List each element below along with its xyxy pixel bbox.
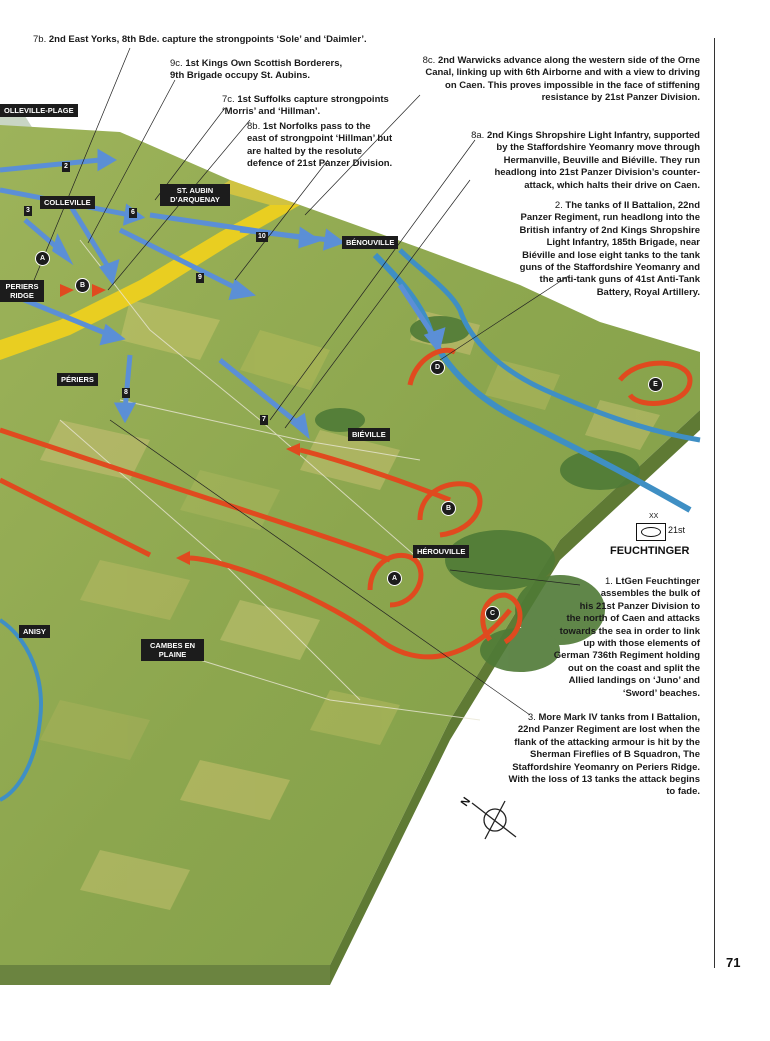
caption-8a (448, 130, 700, 192)
caption-8c-num: 8c. (422, 55, 436, 66)
caption-7c (222, 94, 412, 119)
caption-1-line-0: LtGen Feuchtinger (615, 576, 700, 587)
caption-9c (170, 58, 390, 83)
unit-tag-8: 8 (124, 389, 128, 396)
caption-3-line-3: Sherman Fireflies of B Squadron, The (530, 749, 700, 761)
place-periers-ridge: PERIERS RIDGE (0, 280, 44, 302)
caption-8b-line-2: are halted by the resolute (247, 145, 363, 157)
caption-8b-line-0: 1st Norfolks pass to the (262, 121, 371, 132)
caption-2-line-5: guns of the Staffordshire Yeomanry and (519, 262, 700, 274)
caption-7c-line-1: ‘Morris’ and ‘Hillman’. (222, 106, 321, 118)
caption-8a-line-1: by the Staffordshire Yeomanry move through (496, 142, 700, 154)
caption-2-line-1: Panzer Regiment, run headlong into the (520, 212, 700, 224)
caption-9c-line-1: 9th Brigade occupy St. Aubins. (170, 70, 311, 82)
caption-8c-line-3: resistance by 21st Panzer Division. (541, 92, 700, 104)
caption-2-line-6: the anti-tank guns of 41st Anti-Tank (539, 274, 700, 286)
caption-7c-num: 7c. (222, 94, 235, 105)
place-colleville-plage: OLLEVILLE-PLAGE (0, 104, 78, 117)
caption-1-line-1: assembles the bulk of (600, 588, 700, 600)
caption-7b-text: 2nd East Yorks, 8th Bde. capture the strongpoints ‘Sole’ and ‘Daimler’. (48, 34, 367, 45)
caption-8c-line-0: 2nd Warwicks advance along the western side of the Orne (437, 55, 700, 66)
caption-8a-line-0: 2nd Kings Shropshire Light Infantry, supported (486, 130, 700, 141)
unit-tag-6: 6 (131, 209, 135, 216)
terrain-side-bottom (0, 965, 330, 985)
caption-2-line-3: Light Infantry, 185th Brigade, near (546, 237, 700, 249)
unit-commander: FEUCHTINGER (610, 545, 690, 557)
caption-1-line-2: his 21st Panzer Division to (579, 600, 700, 612)
place-anisy: ANISY (19, 625, 50, 638)
caption-1 (520, 576, 700, 700)
unit-tag-9: 9 (198, 274, 202, 281)
caption-8b (247, 121, 417, 171)
caption-2-line-0: The tanks of II Battalion, 22nd (565, 200, 700, 211)
caption-3-num: 3. (527, 712, 536, 723)
caption-7c-line-0: 1st Suffolks capture strongpoints (237, 94, 389, 105)
caption-1-line-8: Allied landings on ‘Juno’ and (568, 675, 700, 687)
armour-oval-icon (641, 527, 661, 537)
place-periers: PÉRIERS (57, 373, 98, 386)
caption-1-line-9: ‘Sword’ beaches. (622, 687, 700, 699)
unit-designation: 21st (668, 525, 686, 535)
caption-8c-line-1: Canal, linking up with 6th Airborne and with a view to driving (425, 67, 700, 79)
caption-8c-line-2: on Caen. This proves impossible in the face of stiffening (445, 79, 700, 91)
phase-marker-C: C (485, 606, 500, 621)
phase-marker-D: D (430, 360, 445, 375)
caption-7b (33, 34, 453, 46)
caption-1-num: 1. (604, 576, 613, 587)
phase-marker-B-south: B (441, 501, 456, 516)
phase-marker-A-south: A (387, 571, 402, 586)
caption-3-line-1: 22nd Panzer Regiment are lost when the (517, 724, 700, 736)
caption-2-num: 2. (554, 200, 563, 211)
caption-8b-line-3: defence of 21st Panzer Division. (247, 158, 393, 170)
caption-1-line-3: the north of Caen and attacks (566, 613, 700, 625)
caption-7b-num: 7b. (33, 34, 47, 45)
caption-8c (395, 55, 700, 105)
caption-8b-line-1: east of strongpoint ‘Hillman’ but (247, 133, 393, 145)
phase-marker-E: E (648, 377, 663, 392)
caption-9c-line-0: 1st Kings Own Scottish Borderers, (185, 58, 343, 69)
caption-8a-line-2: Hermanville, Beuville and Biéville. They run (503, 154, 700, 166)
caption-1-line-6: German 736th Regiment holding (553, 650, 700, 662)
compass-letter: N (458, 795, 474, 809)
caption-1-line-5: up with those elements of (583, 638, 700, 650)
unit-tag-3: 3 (26, 207, 30, 214)
place-herouville: HÉROUVILLE (413, 545, 469, 558)
caption-1-line-7: out on the coast and split the (568, 662, 700, 674)
caption-8a-line-4: attack, which halts their drive on Caen. (524, 179, 700, 191)
place-colleville: COLLEVILLE (40, 196, 95, 209)
caption-3-line-2: flank of the attacking armour is hit by the (514, 736, 700, 748)
caption-2 (490, 200, 700, 299)
caption-3-line-0: More Mark IV tanks from I Battalion, (538, 712, 700, 723)
place-bieville: BIÉVILLE (348, 428, 390, 441)
unit-echelon: XX (649, 513, 659, 520)
unit-tag-7: 7 (262, 416, 266, 423)
caption-3-line-6: to fade. (666, 786, 700, 798)
caption-2-line-7: Battery, Royal Artillery. (596, 286, 700, 298)
caption-8a-line-3: headlong into 21st Panzer Division’s counter- (494, 167, 700, 179)
caption-3 (470, 712, 700, 799)
place-benouville: BÉNOUVILLE (342, 236, 398, 249)
caption-2-line-2: British infantry of 2nd Kings Shropshire (519, 224, 700, 236)
margin-rule (714, 38, 715, 968)
unit-tag-10: 10 (258, 233, 266, 240)
caption-1-line-4: towards the sea in order to link (559, 625, 700, 637)
phase-marker-A-north: A (35, 251, 50, 266)
place-st-aubin: ST. AUBIN D’ARQUENAY (160, 184, 230, 206)
caption-9c-num: 9c. (170, 58, 183, 69)
caption-8a-num: 8a. (471, 130, 485, 141)
caption-8b-num: 8b. (247, 121, 261, 132)
unit-tag-2: 2 (64, 163, 68, 170)
place-cambes: CAMBES EN PLAINE (141, 639, 204, 661)
caption-3-line-4: Staffordshire Yeomanry on Periers Ridge. (512, 761, 700, 773)
caption-2-line-4: Biéville and lose eight tanks to the tank (522, 249, 700, 261)
phase-marker-B-north: B (75, 278, 90, 293)
page-number: 71 (726, 955, 741, 970)
caption-3-line-5: With the loss of 13 tanks the attack begins (508, 774, 700, 786)
